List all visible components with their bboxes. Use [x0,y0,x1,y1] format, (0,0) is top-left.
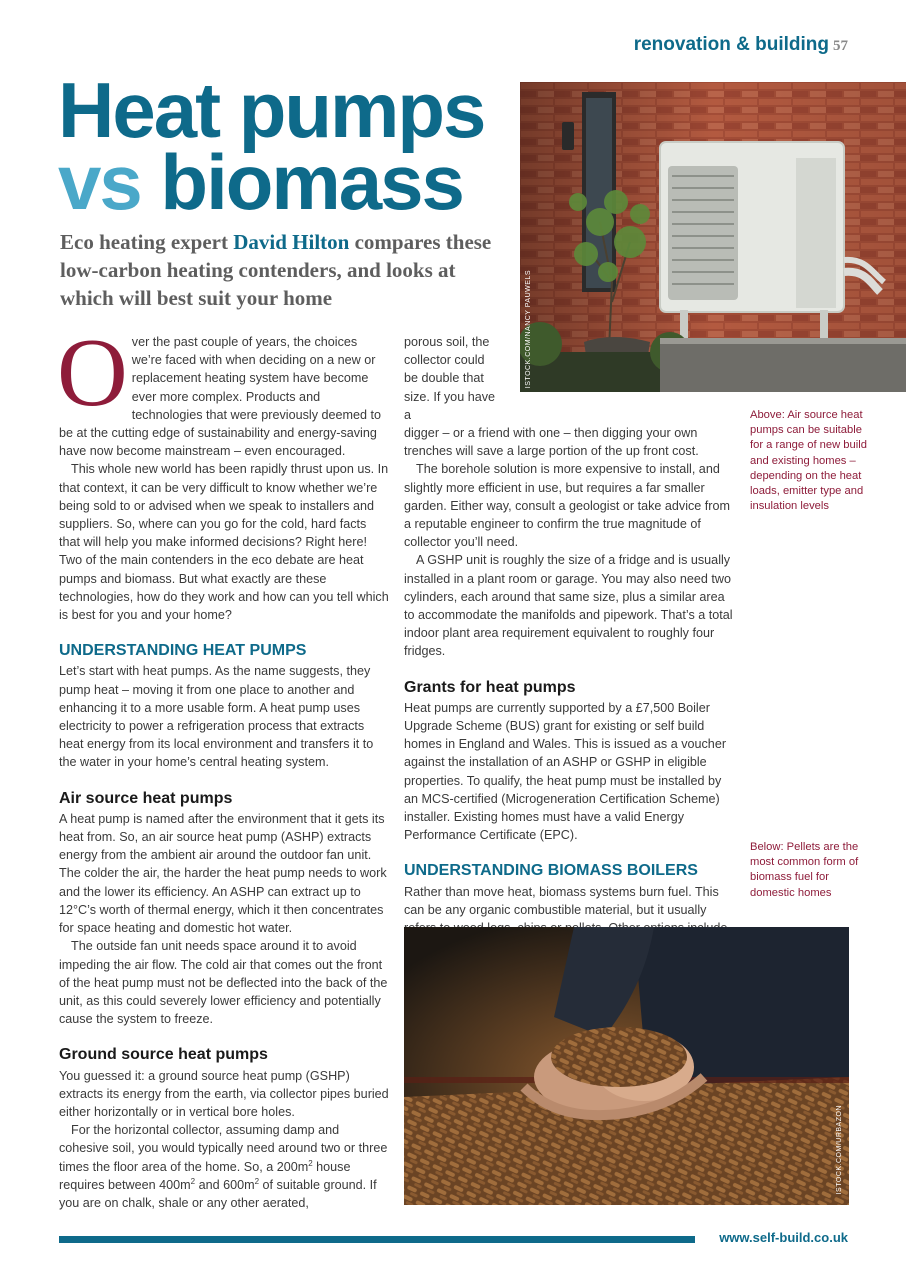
photo-wood-pellets [404,927,849,1205]
photo-credit-2: ISTOCK.COM/URBAZON [836,1105,843,1195]
paragraph-narrow: porous soil, the collector could be double that size. If you have a [404,335,496,422]
paragraph: A GSHP unit is roughly the size of a fridge and is usually installed in a plant room or garage. You may also need two cylinders, each around that same size, plus a similar area to accommodate the manifolds and pipework. That’s a total indoor plant area requirement equivalent to roughly four fridges. [404,553,733,659]
drop-cap: O [57,319,128,427]
text-run: of suitable ground. If you are on chalk, shale or any other aerated, [59,1177,377,1210]
text-run: and 600m [195,1177,255,1192]
standfirst-rest: compares these low-carbon heating contenders, and looks at which will best suit your home [60,230,492,310]
photo-credit-1: ISTOCK.COM/NANCY PAUWELS [525,270,532,389]
standfirst-lead: Eco heating expert [60,230,234,254]
paragraph: The borehole solution is more expensive to install, and slightly more efficient in use, but requires a far smaller garden. Either way, consult a geologist or take advice from a reputable engineer to confirm the true magnitude of collector you’ll need. [404,462,730,550]
superscript: 2 [254,1176,260,1186]
paragraph: Let’s start with heat pumps. As the name suggests, they pump heat – moving it from one place to another and enhancing it to a more usable form. A heat pump uses electricity to power a refrigeration process that extracts heat energy from its local environment and transfers it to the water in your home’s central heating system. [59,664,374,770]
footer-url[interactable]: www.self-build.co.uk [719,1230,848,1245]
heading-understanding-heat-pumps: UNDERSTANDING HEAT PUMPS [59,642,307,660]
paragraph-area [59,1121,389,1212]
caption-below: Below: Pellets are the most common form of biomass fuel for domestic homes [750,841,859,899]
intro-paragraph [57,319,389,460]
heading-grants: Grants for heat pumps [404,678,576,696]
superscript: 2 [308,1158,313,1168]
paragraph: Rather than move heat, biomass systems burn fuel. This can be any organic combustible material, but it usually [404,884,719,917]
paragraph: The outside fan unit needs space around it to avoid impeding the air flow. The cold air that comes out the front of the heat pump must not be deflected into the back of the unit, as this could severely lower efficiency and potentially cause the system to freeze. [59,939,388,1027]
author-name: David Hilton [233,230,350,254]
caption-above: Above: Air source heat pumps can be suitable for a range of new build and existing homes – depending on the heat loads, emitter type and insulation levels [750,409,867,513]
footer-rule [59,1236,695,1243]
title-vs: vs [58,138,141,226]
title-line-2 [58,138,484,226]
column-1 [57,319,389,1212]
section-header [634,34,848,56]
title-line-1: Heat pumps [58,66,485,154]
column-2 [404,333,734,937]
title-biomass: biomass [140,138,463,226]
text-run: house requires between 400m [59,1159,351,1192]
superscript: 2 [190,1176,196,1186]
section-label: renovation & building [633,34,829,55]
standfirst [60,228,500,312]
paragraph: You guessed it: a ground source heat pump (GSHP) extracts its energy from the earth, via collector pipes buried either horizontally or in vertical bore holes. [59,1068,389,1119]
paragraph: digger – or a friend with one – then digging your own trenches will save a large portion of the up front cost. [404,426,699,459]
paragraph: Heat pumps are currently supported by a £7,500 Boiler Upgrade Scheme (BUS) grant for existing or self build homes in England and Wales. This is issued as a voucher against the installation of an ASHP or GSHP in eligible properties. To qualify, the heat pump must be installed by an MCS-certified (Microgeneration Certification Scheme) installer. Existing homes must have a valid Energy Performance Certificate (EPC). [404,700,727,843]
article-title [58,66,485,226]
paragraph: A heat pump is named after the environment that it gets its heat from. So, an air source heat pump (ASHP) extracts energy from the ambient air around the outdoor fan unit. The colder the air, the harder the heat pump needs to work and the lower its efficiency. An ASHP can extract up to 12°C’s worth of thermal energy, which it then concentrates for space heating and domestic hot water. [59,811,387,936]
heading-air-source: Air source heat pumps [59,789,233,807]
heading-ground-source: Ground source heat pumps [59,1046,268,1064]
heading-understanding-biomass: UNDERSTANDING BIOMASS BOILERS [404,862,698,880]
page-number: 57 [833,38,848,54]
paragraph: This whole new world has been rapidly thrust upon us. In that context, it can be very difficult to know whether we’re being sold to or advised when we speak to installers and suppliers. So, where can you go for the cold, hard facts that will help you make informed decisions? Right here! Two of the main contenders in the eco debate are heat pumps and biomass. But what exactly are these technologies, how do they work and how can you tell which is best for you and your home? [59,462,389,623]
text-run: For the horizontal collector, assuming damp and cohesive soil, you would typically need around two or three times the floor area of the home. So, a 200m [59,1123,388,1174]
intro-text: ver the past couple of years, the choices we’re faced with when deciding on a new or replacement heating system have become ever more complex. Products and technologies that were previously deemed to be at the cutting edge of sustainability and energy-saving have now become mainstream – even encouraged. [59,335,382,459]
